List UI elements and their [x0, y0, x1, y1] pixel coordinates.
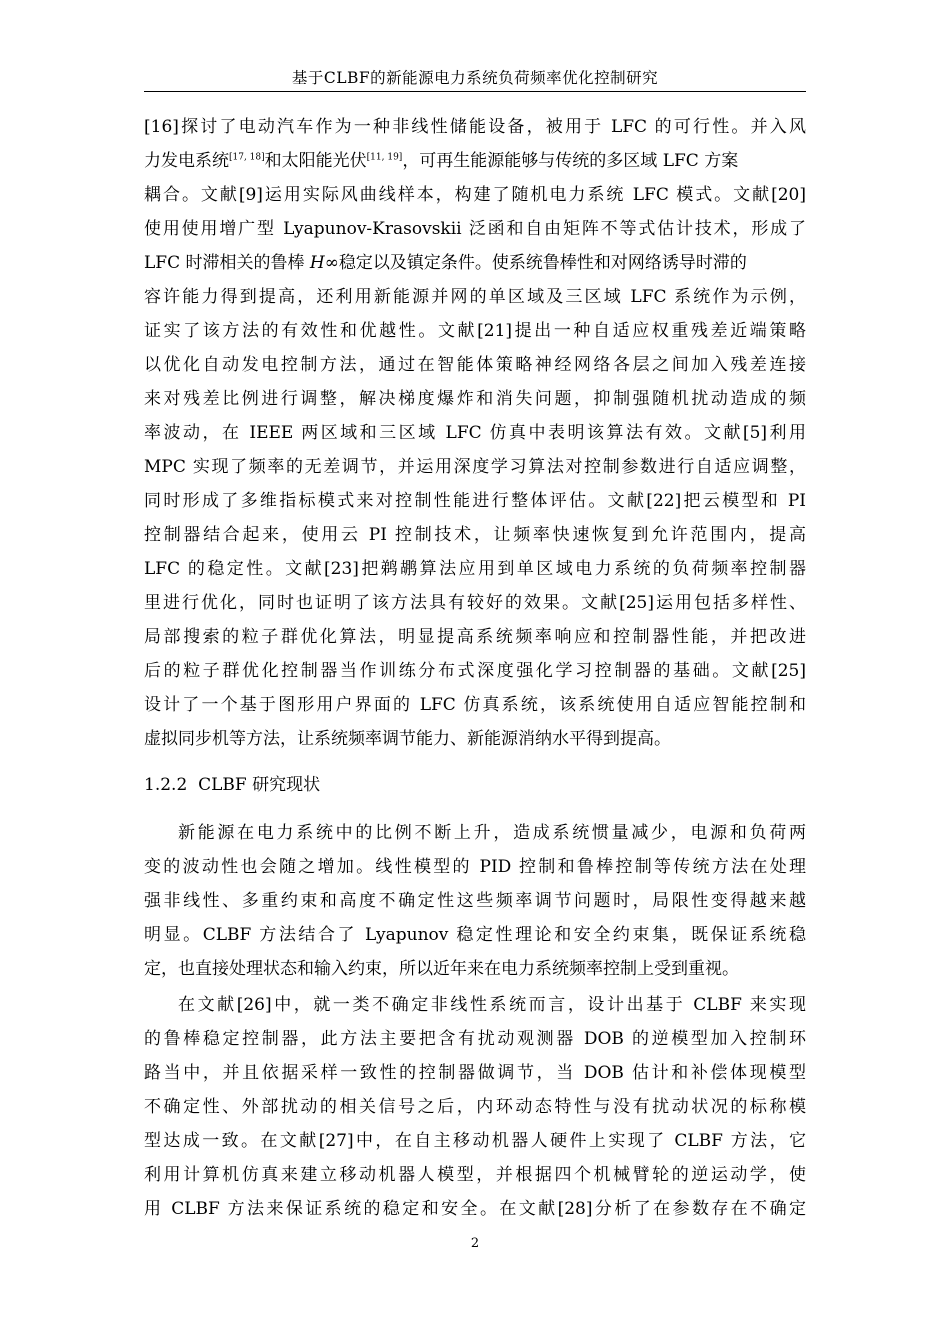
- text-line: 明显。CLBF 方法结合了 Lyapunov 稳定性理论和安全约束集，既保证系统稳: [144, 925, 806, 945]
- text-line: 新能源在电力系统中的比例不断上升，造成系统惯量减少，电源和负荷两: [178, 823, 806, 843]
- text-line: LFC 时滞相关的鲁棒 H∞稳定以及镇定条件。使系统鲁棒性和对网络诱导时滞的: [144, 253, 747, 273]
- text-line: 在文献[26]中，就一类不确定非线性系统而言，设计出基于 CLBF 来实现: [178, 995, 806, 1015]
- text-line: 后的粒子群优化控制器当作训练分布式深度强化学习控制器的基础。文献[25]: [144, 661, 806, 681]
- section-heading: [144, 769, 320, 801]
- text-line: 局部搜索的粒子群优化算法，明显提高系统频率响应和控制器性能，并把改进: [144, 627, 806, 647]
- text-line: 同时形成了多维指标模式来对控制性能进行整体评估。文献[22]把云模型和 PI: [144, 491, 806, 511]
- running-header: 基于CLBF的新能源电力系统负荷频率优化控制研究: [291, 69, 659, 87]
- text-line: 定，也直接处理状态和输入约束，所以近年来在电力系统频率控制上受到重视。: [144, 959, 739, 979]
- text-line: 用 CLBF 方法来保证系统的稳定和安全。在文献[28]分析了在参数存在不确定: [144, 1199, 806, 1219]
- text-line: 力发电系统[17, 18]和太阳能光伏[11, 19]，可再生能源能够与传统的多区域 LFC 方案: [144, 151, 739, 171]
- page-number: 2: [470, 1236, 480, 1251]
- citation-superscript: [17, 18]: [229, 152, 265, 163]
- text-line: [16]探讨了电动汽车作为一种非线性储能设备，被用于 LFC 的可行性。并入风: [144, 117, 806, 137]
- text-line: MPC 实现了频率的无差调节，并运用深度学习算法对控制参数进行自适应调整，: [144, 457, 806, 477]
- header-rule: [144, 91, 806, 92]
- text-line: LFC 的稳定性。文献[23]把鹈鹕算法应用到单区域电力系统的负荷频率控制器: [144, 559, 806, 579]
- section-title: CLBF 研究现状: [198, 775, 321, 795]
- section-number: 1.2.2: [144, 775, 188, 795]
- math-h-infinity: H∞: [309, 253, 339, 273]
- text-line: 容许能力得到提高，还利用新能源并网的单区域及三区域 LFC 系统作为示例，: [144, 287, 806, 307]
- text-line: 证实了该方法的有效性和优越性。文献[21]提出一种自适应权重残差近端策略: [144, 321, 806, 341]
- text-line: 路当中，并且依据采样一致性的控制器做调节，当 DOB 估计和补偿体现模型: [144, 1063, 806, 1083]
- text-line: 以优化自动发电控制方法，通过在智能体策略神经网络各层之间加入残差连接: [144, 355, 806, 375]
- text-line: 的鲁棒稳定控制器，此方法主要把含有扰动观测器 DOB 的逆模型加入控制环: [144, 1029, 806, 1049]
- text-line: 型达成一致。在文献[27]中，在自主移动机器人硬件上实现了 CLBF 方法，它: [144, 1131, 806, 1151]
- text-line: 来对残差比例进行调整，解决梯度爆炸和消失问题，抑制强随机扰动造成的频: [144, 389, 806, 409]
- text-line: 设计了一个基于图形用户界面的 LFC 仿真系统，该系统使用自适应智能控制和: [144, 695, 806, 715]
- text-line: 虚拟同步机等方法，让系统频率调节能力、新能源消纳水平得到提高。: [144, 729, 671, 749]
- text-line: 率波动，在 IEEE 两区域和三区域 LFC 仿真中表明该算法有效。文献[5]利用: [144, 423, 806, 443]
- text-line: 里进行优化，同时也证明了该方法具有较好的效果。文献[25]运用包括多样性、: [144, 593, 806, 613]
- text-line: 控制器结合起来，使用云 PI 控制技术，让频率快速恢复到允许范围内，提高: [144, 525, 806, 545]
- text-line: 使用使用增广型 Lyapunov-Krasovskii 泛函和自由矩阵不等式估计技术，形成了: [144, 219, 806, 239]
- text-line: 利用计算机仿真来建立移动机器人模型，并根据四个机械臂轮的逆运动学，使: [144, 1165, 806, 1185]
- text-line: 耦合。文献[9]运用实际风曲线样本，构建了随机电力系统 LFC 模式。文献[20]: [144, 185, 806, 205]
- text-line: 强非线性、多重约束和高度不确定性这些频率调节问题时，局限性变得越来越: [144, 891, 806, 911]
- citation-superscript: [11, 19]: [366, 152, 403, 163]
- text-line: 不确定性、外部扰动的相关信号之后，内环动态特性与没有扰动状况的标称模: [144, 1097, 806, 1117]
- text-line: 变的波动性也会随之增加。线性模型的 PID 控制和鲁棒控制等传统方法在处理: [144, 857, 806, 877]
